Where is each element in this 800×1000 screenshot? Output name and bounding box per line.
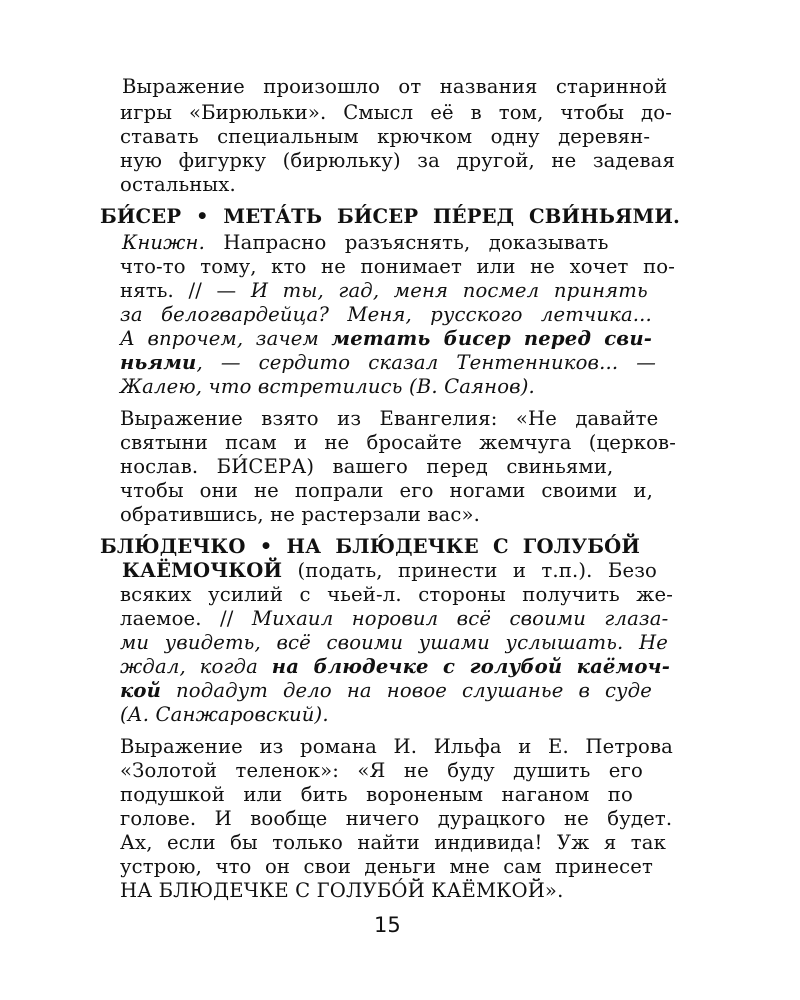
text-line	[120, 479, 653, 503]
italic-text: А впрочем, зачем	[120, 327, 332, 350]
text-line	[120, 703, 329, 727]
text-run: чтобы они не попрали его ногами своими и,	[120, 479, 653, 502]
text-line	[120, 879, 563, 903]
text-line	[120, 407, 658, 431]
text-line	[120, 125, 650, 149]
italic-text: И ты, гад, меня посмел принять	[250, 279, 648, 302]
italic-text: Книжн.	[122, 231, 205, 254]
text-run: голове. И вообще ничего дурацкого не будет.	[120, 807, 673, 830]
text-line	[120, 831, 666, 855]
text-run: всяких усилий с чьей-л. стороны получить же-	[120, 583, 673, 606]
text-line	[120, 303, 652, 327]
headword: КАЁМОЧКОЙ	[122, 559, 283, 582]
phrase-highlight: ньями	[120, 351, 197, 374]
text-run: игры «Бирюльки». Смысл её в том, чтобы до-	[120, 101, 672, 124]
text-run: нять. // —	[120, 279, 251, 302]
text-line	[122, 231, 609, 255]
phrase-highlight: кой	[120, 679, 162, 702]
text-line	[120, 855, 653, 879]
italic-text: Михаил норовил всё своими глаза-	[251, 607, 669, 630]
text-line	[120, 807, 672, 831]
text-run: Выражение из романа И. Ильфа и Е. Петрова	[120, 735, 673, 758]
text-line	[100, 535, 640, 559]
text-line	[122, 75, 667, 99]
text-run: обратившись, не растерзали вас».	[120, 503, 480, 526]
text-line	[120, 173, 236, 197]
text-run: НА БЛЮДЕЧКЕ С ГОЛУБО́Й КАЁМКОЙ».	[120, 879, 564, 902]
text-run: «Золотой теленок»: «Я не буду душить его	[120, 759, 643, 782]
text-run: Напрасно разъяснять, доказывать	[205, 231, 609, 254]
text-run: лаемое. //	[120, 607, 252, 630]
text-line	[120, 149, 675, 173]
text-run: Выражение взято из Евангелия: «Не давайте	[120, 407, 659, 430]
phrase-highlight: на блюдечке с голубой каёмоч-	[271, 655, 670, 678]
italic-text: Жалею, что встретились (В. Саянов).	[120, 375, 535, 398]
text-run: подушкой или бить вороненым наганом по	[120, 783, 633, 806]
page-number: 15	[374, 913, 401, 937]
italic-text: подадут дело на новое слушанье в суде	[161, 679, 652, 702]
text-run: Выражение произошло от названия старинной	[122, 75, 668, 98]
headword: БЛЮ́ДЕЧКО • НА БЛЮ́ДЕЧКЕ С ГОЛУБО́Й	[100, 535, 640, 558]
text-line	[120, 279, 648, 303]
text-line	[120, 631, 668, 655]
text-run: святыни псам и не бросайте жемчуга (церков-	[120, 431, 676, 454]
italic-text: , — сердито сказал Тентенников... —	[196, 351, 656, 374]
text-line	[120, 431, 676, 455]
text-line	[122, 559, 657, 583]
italic-text: (А. Санжаровский).	[120, 703, 329, 726]
italic-text: за белогвардейца? Меня, русского летчика...	[120, 303, 652, 326]
text-line	[120, 455, 613, 479]
text-run: устрою, что он свои деньги мне сам принесет	[120, 855, 653, 878]
text-run: что-то тому, кто не понимает или не хочет по-	[120, 255, 675, 278]
phrase-highlight: метать бисер перед сви-	[331, 327, 653, 350]
text-line	[120, 735, 673, 759]
text-line	[120, 503, 480, 527]
text-line	[120, 101, 672, 125]
text-line	[120, 351, 656, 375]
text-run: ную фигурку (бирюльку) за другой, не задевая	[120, 149, 675, 172]
text-run: Ах, если бы только найти индивида! Уж я так	[120, 831, 666, 854]
italic-text: ми увидеть, всё своими ушами услышать. Не	[120, 631, 668, 654]
text-line	[100, 205, 680, 229]
text-line	[120, 375, 535, 399]
italic-text: ждал, когда	[120, 655, 272, 678]
text-line	[120, 607, 668, 631]
text-line	[120, 655, 670, 679]
text-run: нослав. БИ́СЕРА) вашего перед свиньями,	[120, 455, 614, 478]
text-line	[120, 679, 652, 703]
text-run: (подать, принести и т.п.). Безо	[282, 559, 657, 582]
text-line	[120, 759, 643, 783]
text-run: остальных.	[120, 173, 236, 196]
headword: БИ́СЕР • МЕТА́ТЬ БИ́СЕР ПЕ́РЕД СВИ́НЬЯМИ.	[100, 205, 680, 228]
text-line	[120, 327, 652, 351]
text-line	[120, 255, 675, 279]
text-run: ставать специальным крючком одну деревян-	[120, 125, 651, 148]
text-line	[120, 583, 673, 607]
text-line	[120, 783, 633, 807]
